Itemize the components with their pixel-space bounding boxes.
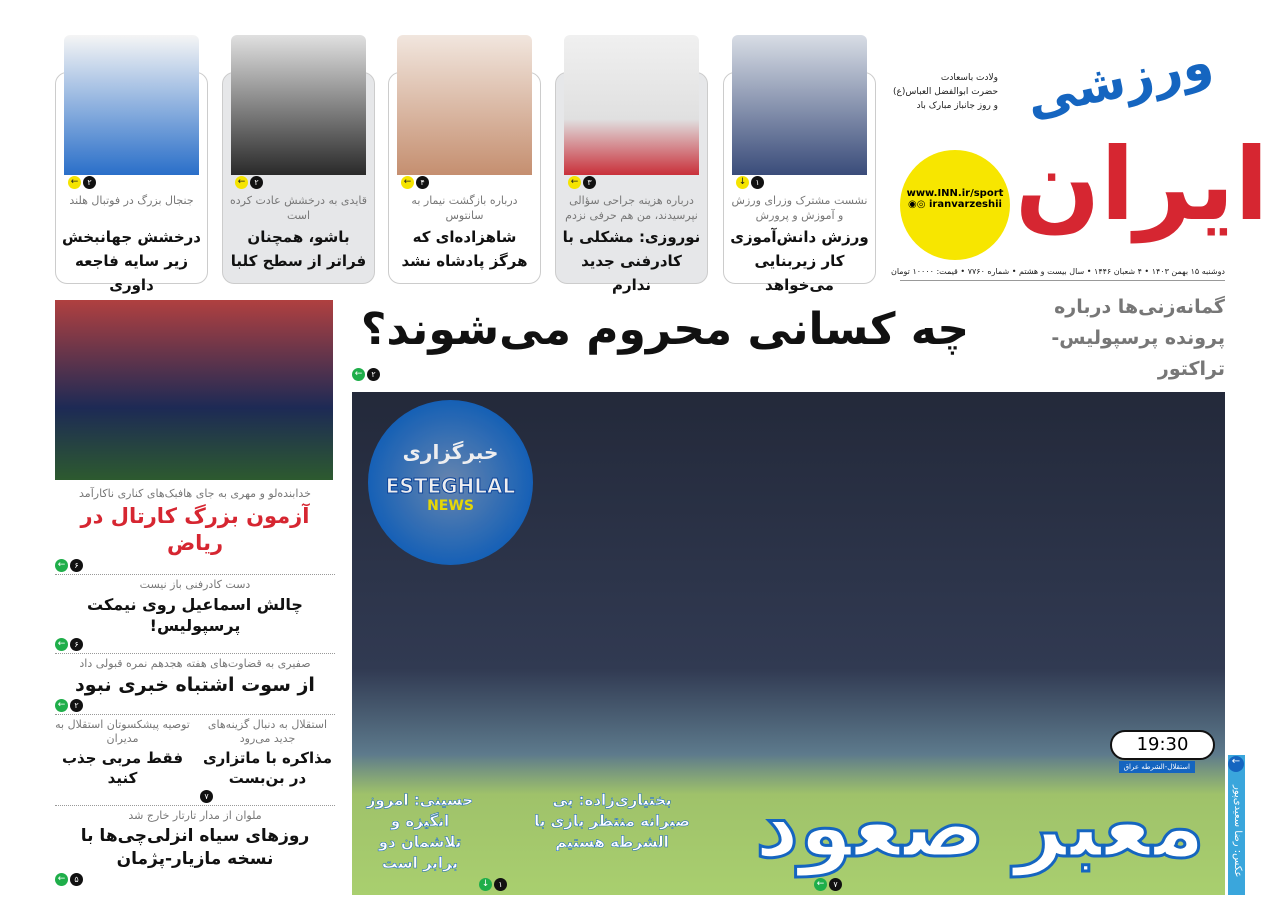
page-number: ۶ [70, 638, 83, 651]
top-story[interactable] [555, 72, 708, 294]
story-kicker: جنجال بزرگ در فوتبال هلند [69, 194, 194, 207]
page-number: ۶ [70, 559, 83, 572]
page-number: ۲ [367, 368, 380, 381]
story-kicker: قایدی به درخشش عادت کرده است [230, 194, 367, 222]
watermark-text: ESTEGHLAL [385, 474, 516, 498]
page-number: ۱ [494, 878, 507, 891]
story-kicker: استقلال به دنبال گزینه‌های جدید می‌رود [207, 718, 328, 745]
story-photo [64, 35, 199, 175]
story-headline: روزهای سیاه انزلی‌چی‌ها با نسخه مازیار-پژمان [80, 826, 310, 869]
top-story[interactable] [55, 72, 208, 294]
story-headline: از سوت اشتباه خبری نبود [75, 674, 315, 696]
page-number: ۲ [83, 176, 96, 189]
story-headline: مذاکره با ماتزاری در بن‌بست [202, 749, 333, 787]
page-number: ۲ [250, 176, 263, 189]
esteghlal-news-watermark [368, 400, 533, 565]
story-headline: آزمون بزرگ کارتال در ریاض [80, 504, 310, 555]
arrow-icon: ↓ [479, 878, 492, 891]
info-circle [900, 150, 1010, 260]
website-link[interactable]: www.INN.ir/sport [906, 188, 1004, 199]
story[interactable] [55, 484, 335, 575]
story-headline: نوروزی: مشکلی با کادرفنی جدید ندارم [562, 228, 701, 294]
arrow-icon: ← [352, 368, 365, 381]
greeting-line: ولادت باسعادت [940, 73, 999, 83]
lead-headline[interactable]: چه کسانی محروم می‌شوند؟ [360, 304, 970, 355]
story-kicker: درباره هزینه جراحی سؤالی نپرسیدند، من هم حرفی نزدم [565, 194, 698, 222]
arrow-icon: ← [55, 699, 68, 712]
arrow-icon: ← [55, 559, 68, 572]
page-number: ۷ [829, 878, 842, 891]
story-kicker: خدابنده‌لو و مهری به جای هافبک‌های کناری ناکارآمد [79, 487, 311, 500]
watermark-text: NEWS [427, 498, 474, 514]
story-kicker: نشست مشترک وزرای ورزش و آموزش و پرورش [731, 194, 868, 222]
story[interactable] [200, 718, 335, 803]
lead-kicker: گمانه‌زنی‌ها درباره پرونده پرسپولیس-تراکتور [1051, 296, 1225, 380]
arrow-icon: ↓ [736, 176, 749, 189]
story-photo [397, 35, 532, 175]
match-label: استقلال-الشرطه عراق [1119, 761, 1195, 773]
social-handle[interactable] [900, 199, 1010, 210]
logo-main: ایران [1015, 126, 1269, 243]
match-time: 19:30 [1136, 734, 1189, 755]
page-number: ۳ [583, 176, 596, 189]
top-story[interactable] [388, 72, 541, 284]
masthead [885, 32, 1269, 285]
main-title: معبر صعود [754, 777, 1205, 877]
telegram-icon: ◉ [908, 199, 917, 210]
greeting [893, 71, 998, 113]
page-number: ۱ [751, 176, 764, 189]
story-headline: شاهزاده‌ای که هرگز پادشاه نشد [401, 228, 528, 270]
page-number: ۲ [70, 699, 83, 712]
story-kicker: توصیه پیشکسوتان استقلال به مدیران [55, 718, 190, 745]
match-badge [1110, 730, 1215, 760]
story-photo [564, 35, 699, 175]
arrow-icon: ← [235, 176, 248, 189]
story-photo [732, 35, 867, 175]
story-kicker: دست کادرفنی باز نیست [139, 578, 251, 591]
watermark-text: خبرگزاری [402, 440, 499, 464]
greeting-line: حضرت ابوالفضل العباس(ع) [893, 87, 999, 97]
arrow-icon: ← [814, 878, 827, 891]
page-number: ۵ [70, 873, 83, 886]
story-headline: ورزش دانش‌آموزی کار زیربنایی می‌خواهد [730, 228, 869, 294]
story[interactable] [55, 654, 335, 715]
photo-credit: عکس: رضا سعیدی‌پور [1232, 785, 1243, 878]
photo-credit-strip [1228, 755, 1245, 895]
social-text: iranvarzeshii [928, 199, 1002, 210]
quote: حسینی: امروز انگیزه و تلاشمان دو برابر است [366, 791, 474, 872]
page-number: ۷ [200, 790, 213, 803]
left-column [55, 484, 335, 888]
story-kicker: درباره بازگشت نیمار به سانتوس [411, 194, 518, 222]
story-pair [55, 715, 335, 806]
arrow-icon: ← [401, 176, 414, 189]
top-story[interactable] [723, 72, 876, 294]
quote: بختیاری‌زاده: بی صبرانه منتظر بازی با الشرطه هستیم [534, 791, 690, 851]
arrow-icon: ← [568, 176, 581, 189]
dateline: دوشنبه ۱۵ بهمن ۱۴۰۳ • ۴ شعبان ۱۴۴۶ • سال بیست و هشتم • شماره ۷۷۶۰ • قیمت: ۱۰۰۰۰ تومان [900, 267, 1225, 281]
top-story[interactable] [222, 72, 375, 284]
arrow-icon: ← [55, 638, 68, 651]
arrow-icon: ← [68, 176, 81, 189]
logo-sub: ورزشی [1021, 32, 1218, 128]
story-headline: باشو، همچنان فراتر از سطح کلبا [230, 228, 367, 270]
story[interactable] [55, 806, 335, 888]
page-number: ۴ [416, 176, 429, 189]
story[interactable] [55, 575, 335, 654]
story-kicker: ملوان از مدار تارتار خارج شد [128, 809, 262, 822]
story[interactable] [55, 718, 190, 803]
story-headline: فقط مربی جذب کنید [61, 749, 184, 787]
arrow-icon: ← [55, 873, 68, 886]
story-headline: چالش اسماعیل روی نیمکت پرسپولیس! [87, 595, 303, 635]
story-headline: درخشش جهانبخش زیر سایه فاجعه داوری [62, 228, 201, 294]
instagram-icon: ◎ [916, 199, 926, 210]
story-kicker: صفیری به قضاوت‌های هفته هجدهم نمره قبولی داد [79, 657, 311, 670]
coach-photo [55, 300, 333, 480]
story-photo [231, 35, 366, 175]
greeting-line: و روز جانباز مبارک باد [916, 101, 999, 111]
back-arrow-icon: ← [1228, 756, 1244, 772]
